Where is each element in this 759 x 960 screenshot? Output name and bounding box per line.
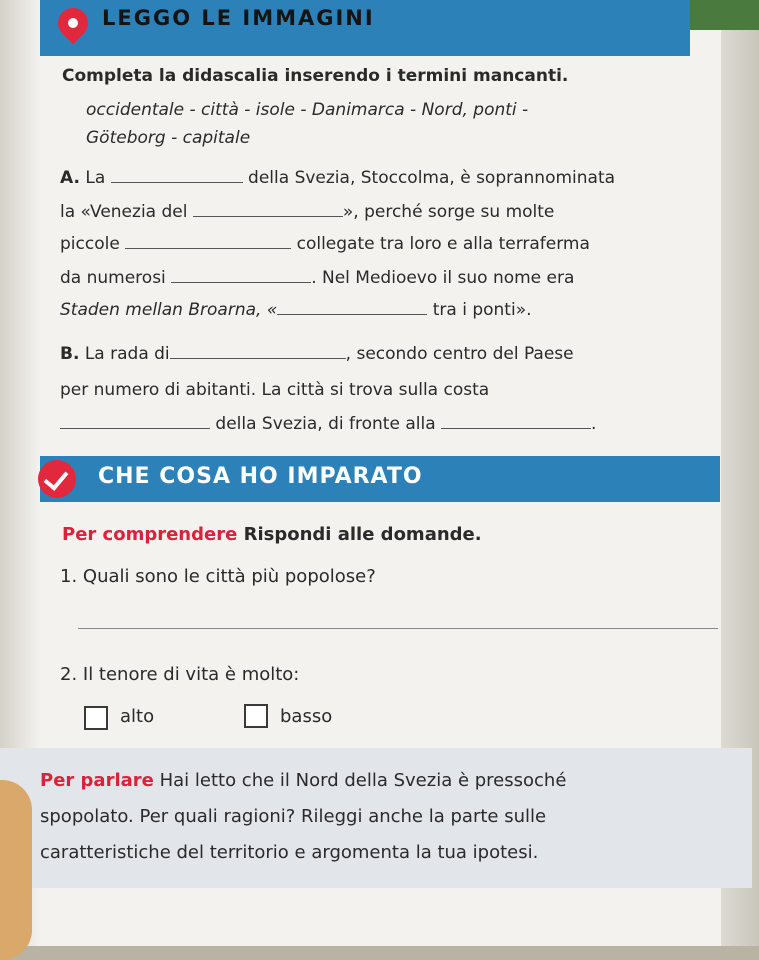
word-bank-line-2: Göteborg - capitale [86, 128, 251, 148]
caption-a-line-2 [60, 202, 554, 222]
exercise-instruction: Completa la didascalia inserendo i termini mancanti. [62, 66, 569, 86]
caption-b-line-1 [60, 344, 574, 364]
comprehension-label: Per comprendere [62, 524, 238, 545]
caption-a-text: Staden mellan Broarna, « [60, 300, 278, 320]
blank-field[interactable] [170, 344, 346, 359]
question-2: 2. Il tenore di vita è molto: [60, 664, 300, 685]
alto-checkbox[interactable] [84, 706, 108, 730]
caption-b-line-3 [60, 414, 596, 434]
speaking-label: Per parlare [40, 770, 154, 791]
caption-b-text: La rada di [84, 344, 170, 364]
caption-a-label: A. [60, 168, 80, 188]
caption-b-label: B. [60, 344, 80, 364]
blank-field[interactable] [193, 202, 343, 217]
option-basso-label: basso [280, 706, 333, 727]
speaking-line-3: caratteristiche del territorio e argomenta la tua ipotesi. [40, 842, 539, 863]
caption-a-text: . Nel Medioevo il suo nome era [311, 268, 575, 288]
blank-field[interactable] [111, 168, 243, 183]
blank-field[interactable] [125, 234, 291, 249]
caption-a-text: da numerosi [60, 268, 166, 288]
comprehension-instruction: Rispondi alle domande. [243, 524, 482, 545]
caption-a-text: la «Venezia del [60, 202, 188, 222]
finger [0, 780, 32, 960]
caption-a-text: tra i ponti». [432, 300, 532, 320]
caption-b-text: della Svezia, di fronte alla [215, 414, 436, 434]
comprehension-heading [62, 524, 482, 545]
caption-a-line-3 [60, 234, 590, 254]
caption-a-text: », perché sorge su molte [342, 202, 555, 222]
basso-checkbox[interactable] [244, 704, 268, 728]
caption-a-text: La [85, 168, 106, 188]
blank-field[interactable] [277, 300, 427, 315]
caption-b-line-2: per numero di abitanti. La città si trova sulla costa [60, 380, 490, 400]
caption-a-line-1 [60, 168, 615, 188]
option-alto-label: alto [120, 706, 155, 727]
blank-field[interactable] [171, 268, 311, 283]
speaking-line-2: spopolato. Per quali ragioni? Rileggi anche la parte sulle [40, 806, 547, 827]
caption-a-line-4 [60, 268, 574, 288]
caption-b-text: . [591, 414, 597, 434]
answer-line[interactable] [78, 628, 718, 629]
caption-a-text: collegate tra loro e alla terraferma [296, 234, 590, 254]
section-banner-title: CHE COSA HO IMPARATO [98, 464, 423, 489]
section-title: LEGGO LE IMMAGINI [102, 6, 375, 30]
caption-b-text: , secondo centro del Paese [345, 344, 574, 364]
question-1: 1. Quali sono le città più popolose? [60, 566, 376, 587]
header-photo-edge [690, 0, 759, 30]
blank-field[interactable] [60, 414, 210, 429]
speaking-line-1 [40, 770, 566, 791]
speaking-text: Hai letto che il Nord della Svezia è pressoché [159, 770, 567, 791]
caption-a-text: piccole [60, 234, 120, 254]
word-bank-line-1: occidentale - città - isole - Danimarca - Nord, ponti - [86, 100, 529, 120]
caption-a-line-5 [60, 300, 532, 320]
blank-field[interactable] [441, 414, 591, 429]
checkmark-icon [38, 460, 76, 498]
caption-a-text: della Svezia, Stoccolma, è soprannominata [248, 168, 616, 188]
